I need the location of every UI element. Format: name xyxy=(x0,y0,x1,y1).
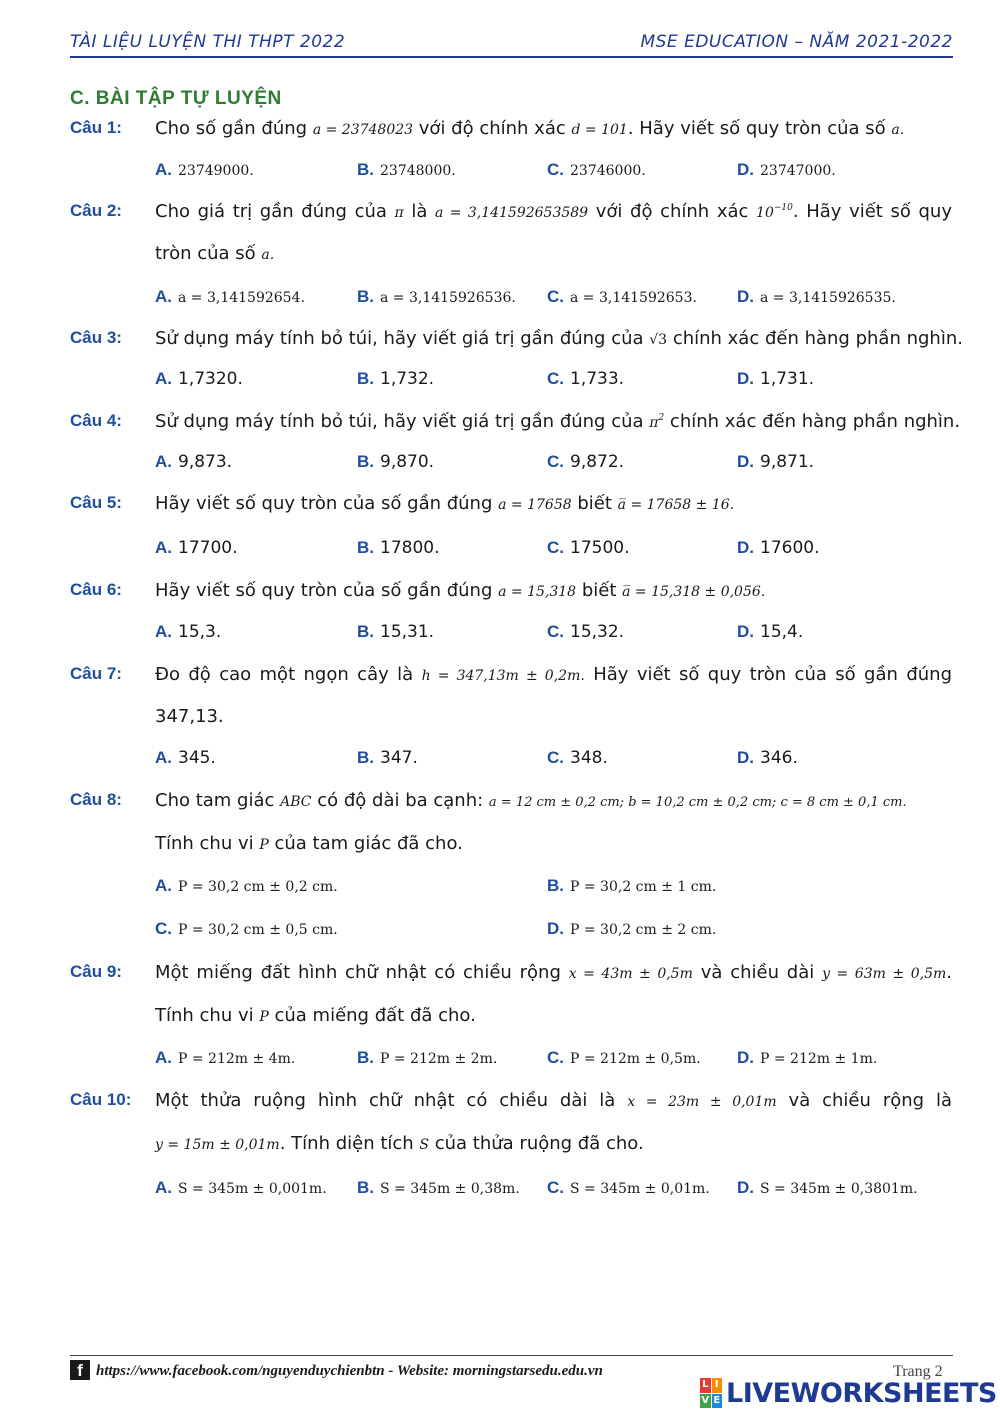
question-10-text-cont: y = 15m ± 0,01m. Tính diện tích S của thửa ruộng đã cho. xyxy=(155,1133,644,1154)
page-header xyxy=(70,30,953,58)
header-right-title: MSE EDUCATION – NĂM 2021-2022 xyxy=(640,32,953,52)
question-7-option-b[interactable]: B. 347. xyxy=(357,748,418,768)
question-7-option-a[interactable]: A. 345. xyxy=(155,748,216,768)
question-5-text: Hãy viết số quy tròn của số gần đúng a = 17658 biết a̅ = 17658 ± 16. xyxy=(155,493,735,514)
question-2-option-b[interactable]: B. a = 3,1415926536. xyxy=(357,287,516,306)
question-4-text: Sử dụng máy tính bỏ túi, hãy viết giá trị gần đúng của $\pi^2$ chính xác đến hàng phần nghìn. xyxy=(155,411,961,432)
question-4-option-d[interactable]: D. 9,871. xyxy=(737,452,815,472)
question-5-option-d[interactable]: D. 17600. xyxy=(737,538,820,558)
question-8-option-c[interactable]: C. P = 30,2 cm ± 0,5 cm. xyxy=(155,919,338,938)
question-7-option-d[interactable]: D. 346. xyxy=(737,748,798,768)
footer-links[interactable]: https://www.facebook.com/nguyenduychienbtn - Website: morningstarsedu.edu.vn xyxy=(96,1363,603,1379)
question-10-option-c[interactable]: C. S = 345m ± 0,01m. xyxy=(547,1178,710,1197)
question-4-option-b[interactable]: B. 9,870. xyxy=(357,452,435,472)
header-left-title: TÀI LIỆU LUYỆN THI THPT 2022 xyxy=(70,32,346,52)
question-9-option-d[interactable]: D. P = 212m ± 1m. xyxy=(737,1048,878,1067)
page-number: Trang 2 xyxy=(893,1363,943,1380)
question-6-option-a[interactable]: A. 15,3. xyxy=(155,622,222,642)
question-8-label: Câu 8: xyxy=(70,790,122,809)
question-8-text-cont: Tính chu vi P của tam giác đã cho. xyxy=(155,833,463,854)
liveworksheets-text: LIVEWORKSHEETS xyxy=(726,1377,997,1409)
footer-divider xyxy=(70,1355,953,1356)
question-1-text: Cho số gần đúng a = 23748023 với độ chính xác d = 101. Hãy viết số quy tròn của số a. xyxy=(155,118,905,139)
question-2-text-cont: tròn của số a. xyxy=(155,243,275,264)
question-7-text-cont: 347,13. xyxy=(155,706,224,727)
liveworksheets-icon xyxy=(700,1378,722,1408)
question-5-option-c[interactable]: C. 17500. xyxy=(547,538,630,558)
question-9-text-cont: Tính chu vi P của miếng đất đã cho. xyxy=(155,1005,476,1026)
question-6-option-d[interactable]: D. 15,4. xyxy=(737,622,804,642)
question-7-label: Câu 7: xyxy=(70,664,122,683)
question-1-option-d[interactable]: D. 23747000. xyxy=(737,160,836,179)
question-2-label: Câu 2: xyxy=(70,201,122,220)
question-9-option-b[interactable]: B. P = 212m ± 2m. xyxy=(357,1048,498,1067)
question-8-option-d[interactable]: D. P = 30,2 cm ± 2 cm. xyxy=(547,919,717,938)
question-1-option-c[interactable]: C. 23746000. xyxy=(547,160,646,179)
question-1-option-a[interactable]: A. 23749000. xyxy=(155,160,254,179)
question-10-option-a[interactable]: A. S = 345m ± 0,001m. xyxy=(155,1178,327,1197)
question-6-text: Hãy viết số quy tròn của số gần đúng a = 15,318 biết a̅ = 15,318 ± 0,056. xyxy=(155,580,766,601)
question-9-text: Một miếng đất hình chữ nhật có chiều rộng x = 43m ± 0,5m và chiều dài y = 63m ± 0,5m. xyxy=(155,962,952,983)
question-10-option-d[interactable]: D. S = 345m ± 0,3801m. xyxy=(737,1178,918,1197)
question-9-option-c[interactable]: C. P = 212m ± 0,5m. xyxy=(547,1048,701,1067)
question-2-option-c[interactable]: C. a = 3,141592653. xyxy=(547,287,697,306)
question-3-option-a[interactable]: A. 1,7320. xyxy=(155,369,243,389)
question-10-label: Câu 10: xyxy=(70,1090,132,1109)
question-8-option-b[interactable]: B. P = 30,2 cm ± 1 cm. xyxy=(547,876,717,895)
logo-letter-v: V xyxy=(700,1394,711,1409)
question-3-option-d[interactable]: D. 1,731. xyxy=(737,369,815,389)
question-4-label: Câu 4: xyxy=(70,411,122,430)
question-10-option-b[interactable]: B. S = 345m ± 0,38m. xyxy=(357,1178,520,1197)
question-1-label: Câu 1: xyxy=(70,118,122,137)
question-2-text: Cho giá trị gần đúng của π là a = 3,141592653589 với độ chính xác $10^{-10}$. Hãy viết số quy xyxy=(155,201,952,222)
question-5-option-a[interactable]: A. 17700. xyxy=(155,538,238,558)
question-6-option-c[interactable]: C. 15,32. xyxy=(547,622,625,642)
question-7-option-c[interactable]: C. 348. xyxy=(547,748,608,768)
question-8-option-a[interactable]: A. P = 30,2 cm ± 0,2 cm. xyxy=(155,876,338,895)
facebook-icon: f xyxy=(70,1360,90,1380)
question-2-option-a[interactable]: A. a = 3,141592654. xyxy=(155,287,305,306)
question-6-option-b[interactable]: B. 15,31. xyxy=(357,622,435,642)
question-9-option-a[interactable]: A. P = 212m ± 4m. xyxy=(155,1048,296,1067)
logo-letter-i: I xyxy=(712,1378,723,1393)
question-3-option-c[interactable]: C. 1,733. xyxy=(547,369,625,389)
question-10-text: Một thửa ruộng hình chữ nhật có chiều dài là x = 23m ± 0,01m và chiều rộng là xyxy=(155,1090,952,1111)
logo-letter-l: L xyxy=(700,1378,711,1393)
question-1-option-b[interactable]: B. 23748000. xyxy=(357,160,456,179)
question-2-option-d[interactable]: D. a = 3,1415926535. xyxy=(737,287,896,306)
section-title: C. BÀI TẬP TỰ LUYỆN xyxy=(70,88,282,109)
question-7-text: Đo độ cao một ngọn cây là h = 347,13m ± 0,2m. Hãy viết số quy tròn của số gần đúng xyxy=(155,664,952,685)
question-4-option-c[interactable]: C. 9,872. xyxy=(547,452,625,472)
question-8-text: Cho tam giác ABC có độ dài ba cạnh: a = 12 cm ± 0,2 cm; b = 10,2 cm ± 0,2 cm; c = 8 cm ± 0,1 cm. xyxy=(155,790,907,811)
question-3-text: Sử dụng máy tính bỏ túi, hãy viết giá trị gần đúng của √3 chính xác đến hàng phần nghìn. xyxy=(155,328,963,349)
logo-letter-e: E xyxy=(712,1394,723,1409)
question-3-label: Câu 3: xyxy=(70,328,122,347)
liveworksheets-logo xyxy=(700,1376,997,1410)
question-4-option-a[interactable]: A. 9,873. xyxy=(155,452,233,472)
question-6-label: Câu 6: xyxy=(70,580,122,599)
question-5-option-b[interactable]: B. 17800. xyxy=(357,538,440,558)
question-5-label: Câu 5: xyxy=(70,493,122,512)
question-3-option-b[interactable]: B. 1,732. xyxy=(357,369,435,389)
question-9-label: Câu 9: xyxy=(70,962,122,981)
